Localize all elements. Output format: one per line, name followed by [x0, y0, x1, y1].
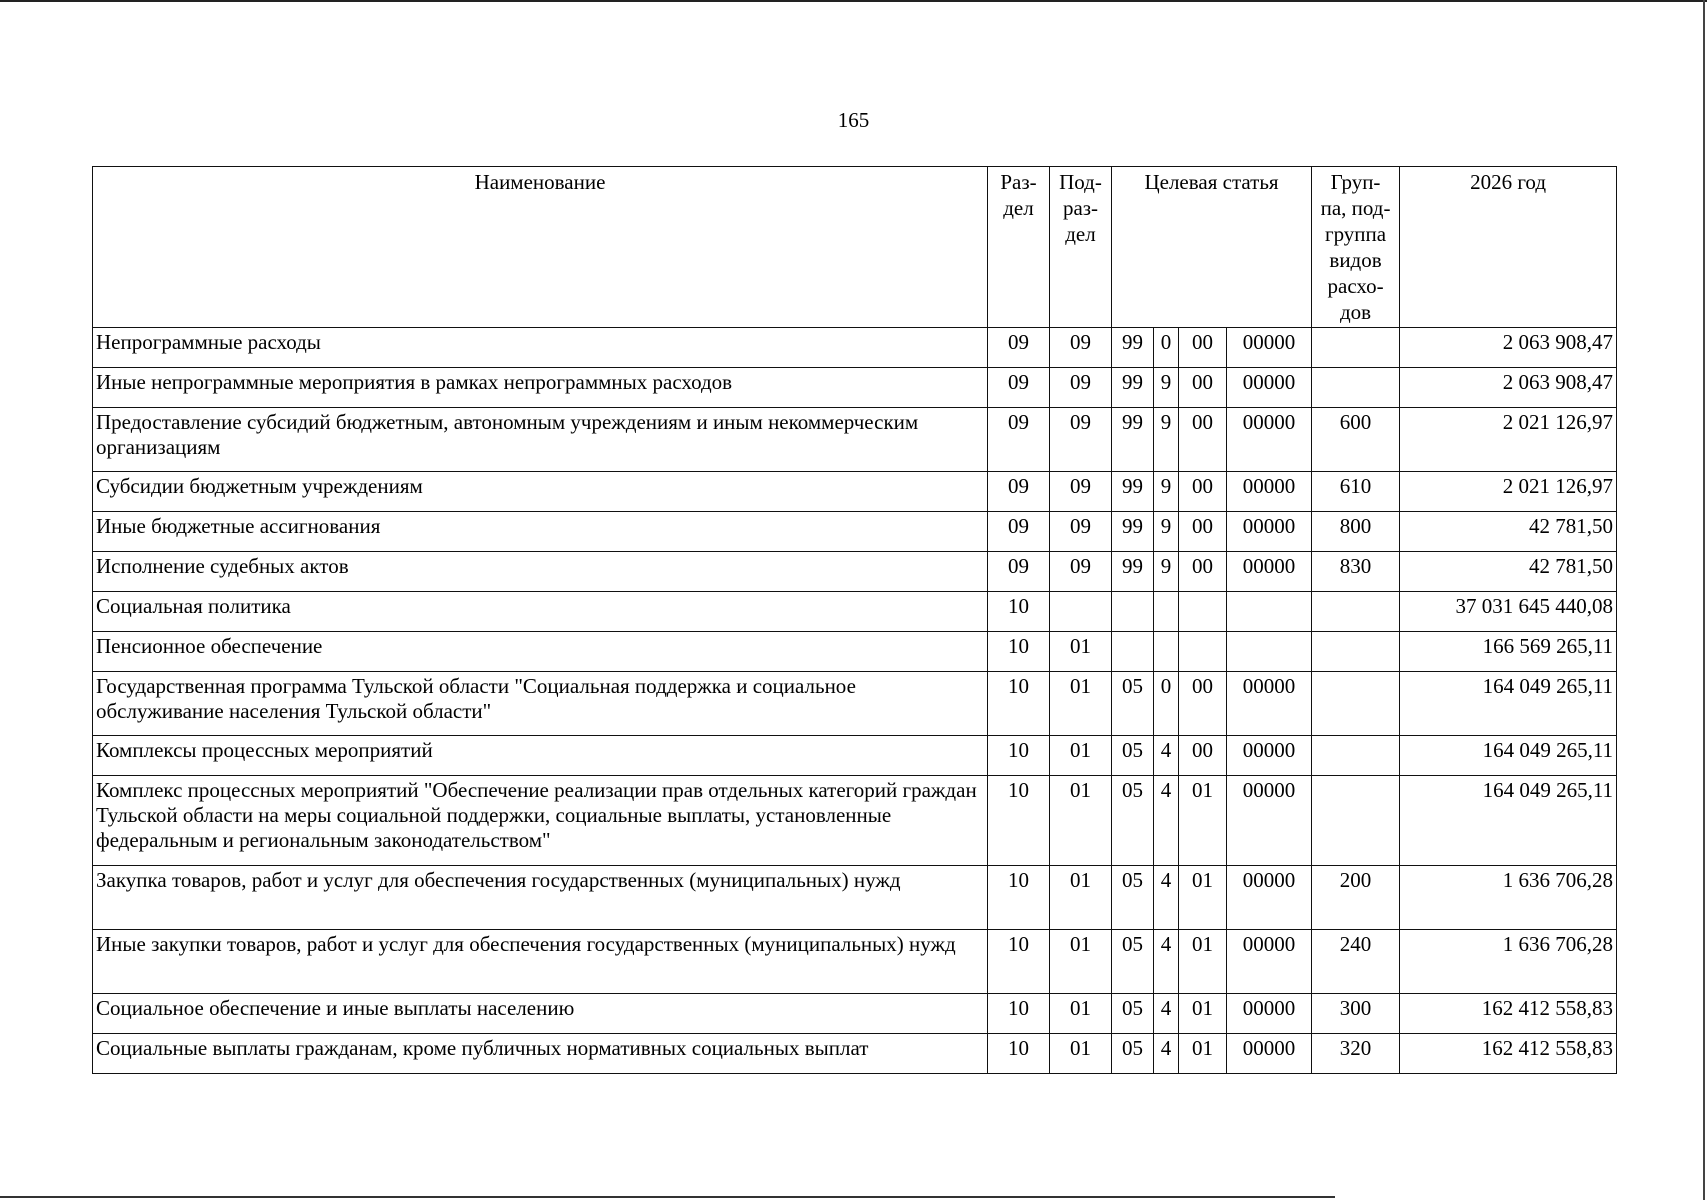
table-row	[93, 930, 1617, 994]
target-subprogram-cell: 01	[1179, 994, 1227, 1034]
target-direction-cell: 00000	[1227, 776, 1312, 866]
header-target-article: Целевая статья	[1112, 167, 1312, 328]
row-name-cell: Иные бюджетные ассигнования	[93, 512, 988, 552]
section-cell: 10	[988, 1034, 1050, 1074]
target-direction-cell: 00000	[1227, 408, 1312, 472]
section-cell: 09	[988, 512, 1050, 552]
header-expense-group: Груп- па, под- группа видов расхо- дов	[1312, 167, 1400, 328]
target-subprogram-cell: 01	[1179, 776, 1227, 866]
subsection-cell: 01	[1050, 1034, 1112, 1074]
target-direction-cell: 00000	[1227, 736, 1312, 776]
target-type-cell: 9	[1154, 552, 1179, 592]
subsection-cell: 09	[1050, 472, 1112, 512]
section-cell: 09	[988, 472, 1050, 512]
amount-cell: 42 781,50	[1400, 552, 1617, 592]
subsection-cell: 01	[1050, 632, 1112, 672]
amount-cell: 166 569 265,11	[1400, 632, 1617, 672]
subsection-cell: 01	[1050, 994, 1112, 1034]
row-name-cell: Непрограммные расходы	[93, 328, 988, 368]
target-subprogram-cell: 00	[1179, 552, 1227, 592]
target-direction-cell: 00000	[1227, 930, 1312, 994]
target-program-cell: 05	[1112, 736, 1154, 776]
target-direction-cell: 00000	[1227, 328, 1312, 368]
target-type-cell: 4	[1154, 776, 1179, 866]
subsection-cell: 09	[1050, 512, 1112, 552]
amount-cell: 1 636 706,28	[1400, 930, 1617, 994]
target-subprogram-cell: 01	[1179, 866, 1227, 930]
target-program-cell: 05	[1112, 1034, 1154, 1074]
table-row	[93, 592, 1617, 632]
row-name-cell: Социальное обеспечение и иные выплаты населению	[93, 994, 988, 1034]
target-type-cell: 4	[1154, 866, 1179, 930]
subsection-cell: 01	[1050, 776, 1112, 866]
amount-cell: 2 021 126,97	[1400, 472, 1617, 512]
amount-cell: 164 049 265,11	[1400, 672, 1617, 736]
section-cell: 10	[988, 672, 1050, 736]
target-direction-cell: 00000	[1227, 672, 1312, 736]
expense-group-cell	[1312, 672, 1400, 736]
expense-group-cell: 600	[1312, 408, 1400, 472]
target-direction-cell: 00000	[1227, 1034, 1312, 1074]
row-name-cell: Исполнение судебных актов	[93, 552, 988, 592]
amount-cell: 2 063 908,47	[1400, 328, 1617, 368]
target-type-cell: 4	[1154, 1034, 1179, 1074]
target-subprogram-cell: 01	[1179, 930, 1227, 994]
target-type-cell: 9	[1154, 408, 1179, 472]
target-direction-cell	[1227, 592, 1312, 632]
section-cell: 09	[988, 328, 1050, 368]
table-header-row	[93, 167, 1617, 328]
row-name-cell: Социальные выплаты гражданам, кроме публичных нормативных социальных выплат	[93, 1034, 988, 1074]
target-program-cell: 05	[1112, 930, 1154, 994]
row-name-cell: Иные закупки товаров, работ и услуг для обеспечения государственных (муниципальных) нужд	[93, 930, 988, 994]
section-cell: 10	[988, 866, 1050, 930]
section-cell: 10	[988, 592, 1050, 632]
expense-group-cell	[1312, 736, 1400, 776]
table-row	[93, 408, 1617, 472]
section-cell: 09	[988, 368, 1050, 408]
page-number: 165	[837, 108, 870, 132]
target-type-cell: 4	[1154, 994, 1179, 1034]
section-cell: 09	[988, 552, 1050, 592]
table-row	[93, 1034, 1617, 1074]
table-row	[93, 736, 1617, 776]
subsection-cell: 01	[1050, 930, 1112, 994]
target-type-cell: 4	[1154, 736, 1179, 776]
target-direction-cell: 00000	[1227, 368, 1312, 408]
expense-group-cell: 200	[1312, 866, 1400, 930]
target-subprogram-cell	[1179, 632, 1227, 672]
target-program-cell: 99	[1112, 328, 1154, 368]
table-row	[93, 866, 1617, 930]
section-cell: 10	[988, 994, 1050, 1034]
target-program-cell: 99	[1112, 472, 1154, 512]
header-subsection: Под- раз- дел	[1050, 167, 1112, 328]
target-direction-cell: 00000	[1227, 994, 1312, 1034]
amount-cell: 2 063 908,47	[1400, 368, 1617, 408]
target-direction-cell	[1227, 632, 1312, 672]
expense-group-cell	[1312, 368, 1400, 408]
amount-cell: 162 412 558,83	[1400, 994, 1617, 1034]
row-name-cell: Иные непрограммные мероприятия в рамках непрограммных расходов	[93, 368, 988, 408]
amount-cell: 42 781,50	[1400, 512, 1617, 552]
section-cell: 10	[988, 736, 1050, 776]
budget-table	[92, 166, 1617, 1074]
section-cell: 10	[988, 776, 1050, 866]
expense-group-cell	[1312, 776, 1400, 866]
section-cell: 10	[988, 930, 1050, 994]
target-type-cell	[1154, 632, 1179, 672]
subsection-cell: 01	[1050, 736, 1112, 776]
target-type-cell: 0	[1154, 672, 1179, 736]
row-name-cell: Предоставление субсидий бюджетным, автономным учреждениям и иным некоммерческим организациям	[93, 408, 988, 472]
subsection-cell	[1050, 592, 1112, 632]
target-subprogram-cell: 00	[1179, 736, 1227, 776]
target-type-cell: 9	[1154, 368, 1179, 408]
target-direction-cell: 00000	[1227, 866, 1312, 930]
table-row	[93, 672, 1617, 736]
expense-group-cell: 320	[1312, 1034, 1400, 1074]
target-program-cell: 99	[1112, 512, 1154, 552]
target-direction-cell: 00000	[1227, 512, 1312, 552]
table-row	[93, 552, 1617, 592]
target-subprogram-cell: 01	[1179, 1034, 1227, 1074]
section-cell: 09	[988, 408, 1050, 472]
target-subprogram-cell	[1179, 592, 1227, 632]
expense-group-cell	[1312, 328, 1400, 368]
target-program-cell: 05	[1112, 866, 1154, 930]
amount-cell: 162 412 558,83	[1400, 1034, 1617, 1074]
target-subprogram-cell: 00	[1179, 512, 1227, 552]
expense-group-cell: 240	[1312, 930, 1400, 994]
bottom-edge-rule	[0, 1196, 1335, 1198]
table-row	[93, 512, 1617, 552]
subsection-cell: 09	[1050, 552, 1112, 592]
amount-cell: 2 021 126,97	[1400, 408, 1617, 472]
target-subprogram-cell: 00	[1179, 672, 1227, 736]
target-type-cell: 9	[1154, 472, 1179, 512]
target-subprogram-cell: 00	[1179, 368, 1227, 408]
subsection-cell: 09	[1050, 328, 1112, 368]
target-subprogram-cell: 00	[1179, 328, 1227, 368]
target-program-cell	[1112, 592, 1154, 632]
header-section: Раз- дел	[988, 167, 1050, 328]
subsection-cell: 09	[1050, 368, 1112, 408]
table-row	[93, 776, 1617, 866]
table-row	[93, 632, 1617, 672]
expense-group-cell: 610	[1312, 472, 1400, 512]
top-edge-rule	[0, 0, 1707, 2]
target-type-cell: 4	[1154, 930, 1179, 994]
target-type-cell: 9	[1154, 512, 1179, 552]
target-program-cell: 99	[1112, 552, 1154, 592]
expense-group-cell: 300	[1312, 994, 1400, 1034]
row-name-cell: Закупка товаров, работ и услуг для обеспечения государственных (муниципальных) нужд	[93, 866, 988, 930]
row-name-cell: Пенсионное обеспечение	[93, 632, 988, 672]
target-subprogram-cell: 00	[1179, 472, 1227, 512]
header-year: 2026 год	[1400, 167, 1617, 328]
amount-cell: 164 049 265,11	[1400, 776, 1617, 866]
target-program-cell: 05	[1112, 776, 1154, 866]
target-program-cell	[1112, 632, 1154, 672]
expense-group-cell: 800	[1312, 512, 1400, 552]
target-program-cell: 05	[1112, 994, 1154, 1034]
subsection-cell: 09	[1050, 408, 1112, 472]
target-direction-cell: 00000	[1227, 472, 1312, 512]
section-cell: 10	[988, 632, 1050, 672]
target-program-cell: 05	[1112, 672, 1154, 736]
table-row	[93, 472, 1617, 512]
target-program-cell: 99	[1112, 408, 1154, 472]
row-name-cell: Социальная политика	[93, 592, 988, 632]
expense-group-cell: 830	[1312, 552, 1400, 592]
row-name-cell: Комплекс процессных мероприятий "Обеспечение реализации прав отдельных категорий граждан Тульской области на меры социальной поддержки, социальные выплаты, установленные федеральным и региональным законодательством"	[93, 776, 988, 866]
table-row	[93, 368, 1617, 408]
right-edge-rule	[1703, 0, 1705, 1200]
amount-cell: 164 049 265,11	[1400, 736, 1617, 776]
target-program-cell: 99	[1112, 368, 1154, 408]
target-subprogram-cell: 00	[1179, 408, 1227, 472]
target-type-cell	[1154, 592, 1179, 632]
row-name-cell: Комплексы процессных мероприятий	[93, 736, 988, 776]
subsection-cell: 01	[1050, 866, 1112, 930]
subsection-cell: 01	[1050, 672, 1112, 736]
table-row	[93, 328, 1617, 368]
amount-cell: 37 031 645 440,08	[1400, 592, 1617, 632]
target-direction-cell: 00000	[1227, 552, 1312, 592]
target-type-cell: 0	[1154, 328, 1179, 368]
expense-group-cell	[1312, 592, 1400, 632]
header-name: Наименование	[93, 167, 988, 328]
row-name-cell: Субсидии бюджетным учреждениям	[93, 472, 988, 512]
row-name-cell: Государственная программа Тульской области "Социальная поддержка и социальное обслуживание населения Тульской области"	[93, 672, 988, 736]
amount-cell: 1 636 706,28	[1400, 866, 1617, 930]
table-row	[93, 994, 1617, 1034]
expense-group-cell	[1312, 632, 1400, 672]
